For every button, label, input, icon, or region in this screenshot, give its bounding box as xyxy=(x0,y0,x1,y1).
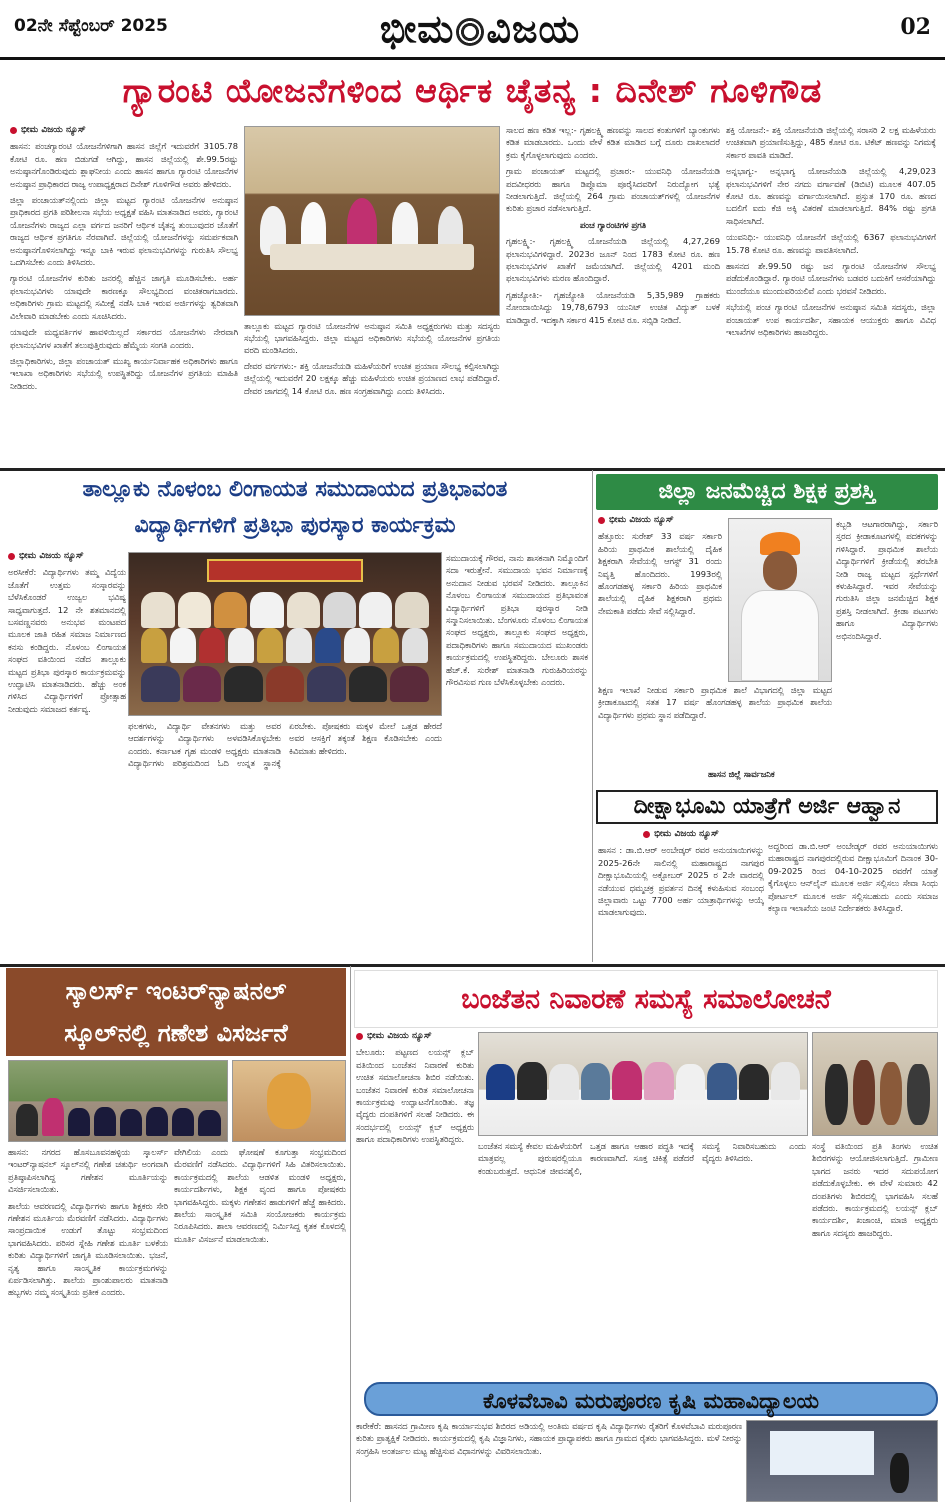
agri-college-photo xyxy=(746,1420,938,1502)
sun-emblem-icon xyxy=(456,18,484,46)
divider xyxy=(0,964,945,967)
teacher-portrait-photo xyxy=(728,518,832,682)
story2-column-3: ಸಮುದಾಯಕ್ಕೆ ಗೌರವ, ನಾನು ಶಾಸಕನಾಗಿ ನಿಮ್ಮೊಂದಿಗೆ ಸದಾ ಇರುತ್ತೇನೆ. ಸಮುದಾಯ ಭವನ ನಿರ್ಮಾಣಕ್ಕೆ ಅನುದಾನ ನೀಡುವ ಭರವಸೆ ನೀಡಿದರು. ತಾಲ್ಲೂಕಿನ ನೊಳಂಬ ಲಿಂಗಾಯತ ಸಮುದಾಯದ ಪ್ರತಿಭಾವಂತ ವಿದ್ಯಾರ್ಥಿಗಳಿಗೆ ಪ್ರತಿಭಾ ಪುರಸ್ಕಾರ ನೀಡಿ ಸನ್ಮಾನಿಸಲಾಯಿತು. ಬೆಂಗಳೂರು ನೊಳಂಬ ಲಿಂಗಾಯತ ಸಂಘದ ಅಧ್ಯಕ್ಷರು, ತಾಲ್ಲೂಕು ಸಂಘದ ಅಧ್ಯಕ್ಷರು, ಪದಾಧಿಕಾರಿಗಳು ಹಾಗೂ ಸಮುದಾಯದ ಮುಖಂಡರು ಕಾರ್ಯಕ್ರಮದಲ್ಲಿ ಉಪಸ್ಥಿತರಿದ್ದರು. ಬೇಲೂರು ಶಾಸಕ ಹೆಚ್.ಕೆ. ಸುರೇಶ್ ಮಾತನಾಡಿ ಗುರುಹಿರಿಯರನ್ನು ಗೌರವಿಸುವ ಗುಣ ಬೆಳೆಸಿಕೊಳ್ಳಬೇಕು ಎಂದರು. xyxy=(446,553,588,688)
story5-column-2: ವೇಗಿಲಿಯ ಎಂದು ಘೋಷಣೆ ಕೂಗುತ್ತಾ ಸಂಭ್ರಮದಿಂದ ಮೆರವಣಿಗೆ ನಡೆಸಿದರು. ವಿದ್ಯಾರ್ಥಿಗಳಿಗೆ ಸಿಹಿ ವಿತರಿಸಲಾಯಿತು. ಕಾರ್ಯಕ್ರಮದಲ್ಲಿ ಶಾಲೆಯ ಆಡಳಿತ ಮಂಡಳಿ ಅಧ್ಯಕ್ಷರು, ಕಾರ್ಯದರ್ಶಿಗಳು, ಶಿಕ್ಷಕ ವೃಂದ ಹಾಗೂ ಪೋಷಕರು ಭಾಗವಹಿಸಿದ್ದರು. ಮಕ್ಕಳು ಗಣೇಶನ ಹಾಡುಗಳಿಗೆ ಹೆಜ್ಜೆ ಹಾಕಿದರು. ಶಾಲೆಯ ಸಾಂಸ್ಕೃತಿಕ ಸಮಿತಿ ಸಂಯೋಜಕರು ಕಾರ್ಯಕ್ರಮ ನಿರೂಪಿಸಿದರು. ಶಾಲಾ ಆವರಣದಲ್ಲಿ ನಿರ್ಮಿಸಿದ್ದ ಕೃತಕ ಕೊಳದಲ್ಲಿ ಮೂರ್ತಿ ವಿಸರ್ಜನೆ ಮಾಡಲಾಯಿತು. xyxy=(174,1147,346,1244)
subheading: ಪಂಚ ಗ್ಯಾರಂಟಿಗಳ ಪ್ರಗತಿ xyxy=(579,219,647,230)
story6-byline: ಭೀಮ ವಿಜಯ ನ್ಯೂಸ್ xyxy=(356,1030,474,1042)
story1-headline: ಗ್ಯಾರಂಟಿ ಯೋಜನೆಗಳಿಂದ ಆರ್ಥಿಕ ಚೈತನ್ಯ : ದಿನೇಶ್ ಗೂಳಿಗೌಡ xyxy=(122,71,823,110)
story1-byline: ಭೀಮ ವಿಜಯ ನ್ಯೂಸ್ xyxy=(10,124,238,136)
byline-bullet-icon xyxy=(356,1033,363,1040)
issue-date: 02ನೇ ಸೆಪ್ಟೆಂಬರ್ 2025 xyxy=(14,16,168,36)
masthead xyxy=(0,0,945,60)
byline-bullet-icon xyxy=(598,517,605,524)
story2-byline: ಭೀಮ ವಿಜಯ ನ್ಯೂಸ್ xyxy=(8,550,126,562)
byline-bullet-icon xyxy=(643,831,650,838)
logo-right: ವಿಜಯ xyxy=(486,7,581,51)
story1-para: ಗ್ಯಾರಂಟಿ ಯೋಜನೆಗಳ ಕುರಿತು ಜನರಲ್ಲಿ ಹೆಚ್ಚಿನ ಜಾಗೃತಿ ಮೂಡಿಸಬೇಕು. ಅರ್ಹ ಫಲಾನುಭವಿಗಳು ಯಾವುದೇ ಕಾರಣಕ್ಕೂ ಸೌಲಭ್ಯದಿಂದ ವಂಚಿತರಾಗಬಾರದು. ಅಧಿಕಾರಿಗಳು ಗ್ರಾಮ ಮಟ್ಟದಲ್ಲಿ ಸಮೀಕ್ಷೆ ನಡೆಸಿ ಬಾಕಿ ಇರುವ ಅರ್ಜಿಗಳನ್ನು ತ್ವರಿತವಾಗಿ ವಿಲೇವಾರಿ ಮಾಡಬೇಕು ಎಂದು ಸೂಚಿಸಿದರು. xyxy=(10,273,238,321)
story6-column-1: ಭೀಮ ವಿಜಯ ನ್ಯೂಸ್ ಬೇಲೂರು: ಪಟ್ಟಣದ ಲಯನ್ಸ್ ಕ್ಲಬ್ ವತಿಯಿಂದ ಬಂಜೆತನ ನಿವಾರಣೆ ಕುರಿತು ಉಚಿತ ಸಮಾಲೋಚನಾ ಶಿಬಿರ ನಡೆಯಿತು. ಬಂಜೆತನ ನಿವಾರಣೆ ಕುರಿತ ಸಮಾಲೋಚನಾ ಕಾರ್ಯಕ್ರಮವು ಉದ್ಘಾಟನೆಗೊಂಡಿತು. ತಜ್ಞ ವೈದ್ಯರು ದಂಪತಿಗಳಿಗೆ ಸಲಹೆ ನೀಡಿದರು. ಈ ಸಂದರ್ಭದಲ್ಲಿ ಲಯನ್ಸ್ ಕ್ಲಬ್ ಅಧ್ಯಕ್ಷರು ಹಾಗೂ ಪದಾಧಿಕಾರಿಗಳು ಉಪಸ್ಥಿತರಿದ್ದರು. xyxy=(356,1031,474,1145)
story2-headline: ತಾಲ್ಲೂಕು ನೊಳಂಬ ಲಿಂಗಾಯತ ಸಮುದಾಯದ ಪ್ರತಿಭಾವಂತ ವಿದ್ಯಾರ್ಥಿಗಳಿಗೆ ಪ್ರತಿಭಾ ಪುರಸ್ಕಾರ ಕಾರ್ಯಕ್ರಮ xyxy=(82,477,508,538)
story4-column-2: ಅದ್ದರಿಂದ ಡಾ.ಬಿ.ಆರ್ ಅಂಬೇಡ್ಕರ್ ರವರ ಅನುಯಾಯಿಗಳು ಮಹಾರಾಷ್ಟ್ರದ ನಾಗಪುರದಲ್ಲಿರುವ ದೀಕ್ಷಾಭೂಮಿಗೆ ದಿನಾಂಕ 30-09-2025 ರಿಂದ 04-10-2025 ರವರೆಗೆ ಯಾತ್ರೆ ಕೈಗೊಳ್ಳಲು ಆನ್‌ಲೈನ್ ಮೂಲಕ ಅರ್ಜಿ ಸಲ್ಲಿಸಲು ಸೇವಾ ಸಿಂಧು ಪೋರ್ಟಲ್ ಮೂಲಕ ಅರ್ಜಿ ಸಲ್ಲಿಸಬಹುದು ಎಂದು ಸಮಾಜ ಕಲ್ಯಾಣ ಇಲಾಖೆಯ ಜಂಟಿ ನಿರ್ದೇಶಕರು ತಿಳಿಸಿದ್ದಾರೆ. xyxy=(768,841,938,914)
story1-para: ಜಿಲ್ಲಾಧಿಕಾರಿಗಳು, ಜಿಲ್ಲಾ ಪಂಚಾಯತ್ ಮುಖ್ಯ ಕಾರ್ಯನಿರ್ವಾಹಕ ಅಧಿಕಾರಿಗಳು ಹಾಗೂ ಇಲಾಖಾ ಅಧಿಕಾರಿಗಳು ಸಭೆಯಲ್ಲಿ ಉಪಸ್ಥಿತರಿದ್ದು ಯೋಜನೆಗಳ ಪ್ರಗತಿಯ ಮಾಹಿತಿ ನೀಡಿದರು. xyxy=(10,355,238,391)
meeting-photo xyxy=(244,126,500,316)
story1-column-3: ಸಾಲದ ಹಣ ಕಡಿತ ಇಲ್ಲ:- ಗೃಹಲಕ್ಷ್ಮಿ ಹಣವನ್ನು ಸಾಲದ ಕಂತುಗಳಿಗೆ ಬ್ಯಾಂಕುಗಳು ಕಡಿತ ಮಾಡಬಾರದು. ಒಂದು ವೇಳೆ ಕಡಿತ ಮಾಡಿದ ಬಗ್ಗೆ ದೂರು ದಾಖಲಾದರೆ ಕ್ರಮ ಕೈಗೊಳ್ಳಲಾಗುವುದು ಎಂದರು. ಗ್ರಾಮ ಪಂಚಾಯತ್ ಮಟ್ಟದಲ್ಲಿ ಪ್ರಚಾರ:- ಯುವನಿಧಿ ಯೋಜನೆಯಡಿ ಪದವೀಧರರು ಹಾಗೂ ಡಿಪ್ಲೊಮಾ ಪೂರೈಸಿದವರಿಗೆ ನಿರುದ್ಯೋಗ ಭತ್ಯೆ ನೀಡಲಾಗುತ್ತಿದೆ. ಜಿಲ್ಲೆಯಲ್ಲಿ 264 ಗ್ರಾಮ ಪಂಚಾಯತ್‌ಗಳಲ್ಲಿ ಯೋಜನೆಗಳ ಕುರಿತು ಪ್ರಚಾರ ನಡೆಸಲಾಗುತ್ತಿದೆ. ಪಂಚ ಗ್ಯಾರಂಟಿಗಳ ಪ್ರಗತಿ ಗೃಹಲಕ್ಷ್ಮಿ:- ಗೃಹಲಕ್ಷ್ಮಿ ಯೋಜನೆಯಡಿ ಜಿಲ್ಲೆಯಲ್ಲಿ 4,27,269 ಫಲಾನುಭವಿಗಳಿದ್ದಾರೆ. 2023ರ ಜೂನ್ ನಿಂದ 1783 ಕೋಟಿ ರೂ. ಹಣ ಫಲಾನುಭವಿಗಳ ಖಾತೆಗೆ ಜಮೆಯಾಗಿದೆ. ಜಿಲ್ಲೆಯಲ್ಲಿ 4201 ಮಂದಿ ಫಲಾನುಭವಿಗಳು ಮರಣ ಹೊಂದಿದ್ದಾರೆ. ಗೃಹಜ್ಯೋತಿ:- ಗೃಹಜ್ಯೋತಿ ಯೋಜನೆಯಡಿ 5,35,989 ಗ್ರಾಹಕರು ನೋಂದಾಯಿಸಿದ್ದು 19,78,6793 ಯುನಿಟ್ ಉಚಿತ ವಿದ್ಯುತ್ ಬಳಕೆ ಮಾಡಿದ್ದಾರೆ. ಇದಕ್ಕಾಗಿ ಸರ್ಕಾರ 415 ಕೋಟಿ ರೂ. ಸಬ್ಸಿಡಿ ನೀಡಿದೆ. xyxy=(506,125,720,325)
story7-body: ಕಾರೇಕೆರೆ: ಹಾಸನದ ಗ್ರಾಮೀಣ ಕೃಷಿ ಕಾರ್ಯಾನುಭವ ಶಿಬಿರದ ಅಡಿಯಲ್ಲಿ ಅಂತಿಮ ವರ್ಷದ ಕೃಷಿ ವಿದ್ಯಾರ್ಥಿಗಳು ರೈತರಿಗೆ ಕೊಳವೆಬಾವಿ ಮರುಪೂರಣ ಕುರಿತು ಪ್ರಾತ್ಯಕ್ಷಿಕೆ ನೀಡಿದರು. ಕಾರ್ಯಕ್ರಮದಲ್ಲಿ ಕೃಷಿ ವಿಜ್ಞಾನಿಗಳು, ಸಹಾಯಕ ಪ್ರಾಧ್ಯಾಪಕರು ಹಾಗೂ ಗ್ರಾಮದ ರೈತರು ಭಾಗವಹಿಸಿದ್ದರು. ಮಳೆ ನೀರನ್ನು ಸಂಗ್ರಹಿಸಿ ಅಂತರ್ಜಲ ಮಟ್ಟ ಹೆಚ್ಚಿಸುವ ವಿಧಾನಗಳನ್ನು ವಿವರಿಸಲಾಯಿತು. xyxy=(356,1421,742,1456)
page-number: 02 xyxy=(900,14,931,40)
school-students-photo xyxy=(8,1060,228,1142)
column-divider xyxy=(350,966,351,1502)
story1-para: ಹಾಸನ: ಪಂಚಗ್ಯಾರಂಟಿ ಯೋಜನೆಗಳಿಗಾಗಿ ಹಾಸನ ಜಿಲ್ಲೆಗೆ ಇದುವರೆಗೆ 3105.78 ಕೋಟಿ ರೂ. ಹಣ ಬಿಡುಗಡೆ ಆಗಿದ್ದು, ಹಾಸನ ಜಿಲ್ಲೆಯಲ್ಲಿ ಶೇ.99.5ರಷ್ಟು ಅನುಷ್ಠಾನಗೊಂಡಿರುವುದು ಶ್ಲಾಘನೀಯ ಎಂದು ಹಾಸನ ಹಾಗೂ ಗ್ಯಾರಂಟಿ ಯೋಜನೆಗಳ ಅನುಷ್ಠಾನ ಪ್ರಾಧಿಕಾರದ ರಾಜ್ಯ ಉಪಾಧ್ಯಕ್ಷರಾದ ದಿನೇಶ್ ಗೂಳಿಗೌಡ ಅವರು ಹೇಳಿದರು. xyxy=(10,141,238,189)
story3-column-2: ಕಬ್ಬಡಿ ಆಟಗಾರರಾಗಿದ್ದು, ಸರ್ಕಾರಿ ಸ್ತರದ ಕ್ರೀಡಾಕೂಟಗಳಲ್ಲಿ ಪದಕಗಳನ್ನು ಗಳಿಸಿದ್ದಾರೆ. ಪ್ರಾಥಮಿಕ ಶಾಲೆಯ ವಿದ್ಯಾರ್ಥಿಗಳಿಗೆ ಕ್ರೀಡೆಯಲ್ಲಿ ತರಬೇತಿ ನೀಡಿ ರಾಜ್ಯ ಮಟ್ಟದ ಸ್ಪರ್ಧೆಗಳಿಗೆ ಕಳುಹಿಸಿದ್ದಾರೆ. ಇವರ ಸೇವೆಯನ್ನು ಗುರುತಿಸಿ ಜಿಲ್ಲಾ ಜನಮೆಚ್ಚಿದ ಶಿಕ್ಷಕ ಪ್ರಶಸ್ತಿ ನೀಡಲಾಗಿದೆ. ಕ್ರೀಡಾ ಪಟುಗಳು ಹಾಗೂ ವಿದ್ಯಾರ್ಥಿಗಳು ಅಭಿನಂದಿಸಿದ್ದಾರೆ. xyxy=(836,519,938,641)
story3-caption: ಶಿಕ್ಷಣ ಇಲಾಖೆ ನೀಡುವ ಸರ್ಕಾರಿ ಪ್ರಾಥಮಿಕ ಶಾಲೆ ವಿಭಾಗದಲ್ಲಿ ಜಿಲ್ಲಾ ಮಟ್ಟದ ಕ್ರೀಡಾಕೂಟದಲ್ಲಿ ಸತತ 17 ವರ್ಷ ಹೊಂಗಡಹಳ್ಳ ಶಾಲೆಯ ಪ್ರಾಥಮಿಕ ಶಾಲೆಯ ವಿದ್ಯಾರ್ಥಿಗಳು ಪ್ರಥಮ ಸ್ಥಾನ ಪಡೆದಿದ್ದಾರೆ. xyxy=(598,685,832,720)
story6-photo-caption: ಬಂಜೆತನ ಸಮಸ್ಯೆ ಕೇವಲ ಮಹಿಳೆಯರಿಗೆ ಮಾತ್ರವಲ್ಲ ಪುರುಷರಲ್ಲಿಯೂ ಕಂಡುಬರುತ್ತದೆ. ಆಧುನಿಕ ಜೀವನಶೈಲಿ, ಒತ್ತಡ ಹಾಗೂ ಆಹಾರ ಪದ್ಧತಿ ಇದಕ್ಕೆ ಕಾರಣವಾಗಿದೆ. ಸೂಕ್ತ ಚಿಕಿತ್ಸೆ ಪಡೆದರೆ ಸಮಸ್ಯೆ ನಿವಾರಿಸಬಹುದು ಎಂದು ವೈದ್ಯರು ತಿಳಿಸಿದರು. xyxy=(478,1141,806,1176)
story3-headline: ಜಿಲ್ಲಾ ಜನಮೆಚ್ಚಿದ ಶಿಕ್ಷಕ ಪ್ರಶಸ್ತಿ xyxy=(596,474,938,510)
lions-members-photo xyxy=(812,1032,938,1136)
story5-headline: ಸ್ಕಾಲರ್ಸ್ ಇಂಟರ್‌ನ್ಯಾಷನಲ್ ಸ್ಕೂಲ್‌ನಲ್ಲಿ ಗಣೇಶ ವಿಸರ್ಜನೆ xyxy=(6,968,346,1056)
story6-headline: ಬಂಜೆತನ ನಿವಾರಣೆ ಸಮಸ್ಯೆ ಸಮಾಲೋಚನೆ xyxy=(354,970,938,1028)
story3-column-1: ಭೀಮ ವಿಜಯ ನ್ಯೂಸ್ ಹೆತ್ತೂರು: ಸುರೇಶ್ 33 ವರ್ಷ ಸರ್ಕಾರಿ ಹಿರಿಯ ಪ್ರಾಥಮಿಕ ಶಾಲೆಯಲ್ಲಿ ದೈಹಿಕ ಶಿಕ್ಷಕರಾಗಿ ಸೇವೆಯಲ್ಲಿ ಆಗಸ್ಟ್ 31 ರಂದು ನಿವೃತ್ತಿ ಹೊಂದಿದರು. 1993ರಲ್ಲಿ ಹೊಂಗಡಹಳ್ಳ ಸರ್ಕಾರಿ ಹಿರಿಯ ಪ್ರಾಥಮಿಕ ಶಾಲೆಯಲ್ಲಿ ದೈಹಿಕ ಶಿಕ್ಷಕರಾಗಿ ಪ್ರಥಮ ನೇಮಕಾತಿ ಪಡೆದು ಸೇವೆ ಸಲ್ಲಿಸಿದ್ದಾರೆ. xyxy=(598,515,722,616)
story2-column-1: ಭೀಮ ವಿಜಯ ನ್ಯೂಸ್ ಅರಸೀಕೆರೆ: ವಿದ್ಯಾರ್ಥಿಗಳು ತಮ್ಮ ವಿದ್ಯೆಯ ಜೊತೆಗೆ ಉತ್ತಮ ಸಂಸ್ಕಾರವನ್ನು ಬೆಳೆಸಿಕೊಂಡರೆ ಉಜ್ವಲ ಭವಿಷ್ಯ ಸಾಧ್ಯವಾಗುತ್ತದೆ. 12 ನೇ ಶತಮಾನದಲ್ಲಿ ಬಸವಣ್ಣನವರು ಅನುಭವ ಮಂಟಪದ ಮೂಲಕ ಜಾತಿ ರಹಿತ ಸಮಾಜ ನಿರ್ಮಾಣದ ಕನಸು ಕಂಡಿದ್ದರು. ನೊಳಂಬ ಲಿಂಗಾಯತ ಸಂಘದ ವತಿಯಿಂದ ನಡೆದ ತಾಲ್ಲೂಕು ಮಟ್ಟದ ಪ್ರತಿಭಾ ಪುರಸ್ಕಾರ ಕಾರ್ಯಕ್ರಮವನ್ನು ಉದ್ಘಾಟಿಸಿ ಮಾತನಾಡಿದರು. ಹೆಚ್ಚು ಅಂಕ ಗಳಿಸಿದ ವಿದ್ಯಾರ್ಥಿಗಳಿಗೆ ಪ್ರೋತ್ಸಾಹ ನೀಡುವುದು ಸಮಾಜದ ಕರ್ತವ್ಯ. xyxy=(8,551,126,714)
story3-sign: ಹಾಸನ ಜಿಲ್ಲೆ ಸಾರ್ವಜನಿಕ xyxy=(708,769,775,779)
story6-column-3: ಸಂಸ್ಥೆ ವತಿಯಿಂದ ಪ್ರತಿ ತಿಂಗಳು ಉಚಿತ ಶಿಬಿರಗಳನ್ನು ಆಯೋಜಿಸಲಾಗುತ್ತಿದೆ. ಗ್ರಾಮೀಣ ಭಾಗದ ಜನರು ಇದರ ಸದುಪಯೋಗ ಪಡೆದುಕೊಳ್ಳಬೇಕು. ಈ ವೇಳೆ ಸುಮಾರು 42 ದಂಪತಿಗಳು ಶಿಬಿರದಲ್ಲಿ ಭಾಗವಹಿಸಿ ಸಲಹೆ ಪಡೆದರು. ಕಾರ್ಯಕ್ರಮದಲ್ಲಿ ಲಯನ್ಸ್ ಕ್ಲಬ್ ಕಾರ್ಯದರ್ಶಿ, ಖಜಾಂಚಿ, ಮಾಜಿ ಅಧ್ಯಕ್ಷರು ಹಾಗೂ ಸದಸ್ಯರು ಹಾಜರಿದ್ದರು. xyxy=(812,1141,938,1238)
divider xyxy=(0,468,945,471)
story4-byline: ಭೀಮ ವಿಜಯ ನ್ಯೂಸ್ xyxy=(598,828,764,840)
story4-headline: ದೀಕ್ಷಾಭೂಮಿ ಯಾತ್ರೆಗೆ ಅರ್ಜಿ ಆಹ್ವಾನ xyxy=(596,790,938,824)
story4-column-1: ಭೀಮ ವಿಜಯ ನ್ಯೂಸ್ ಹಾಸನ : ಡಾ.ಬಿ.ಆರ್ ಅಂಬೇಡ್ಕರ್ ರವರ ಅನುಯಾಯಿಗಳನ್ನು 2025-26ನೇ ಸಾಲಿನಲ್ಲಿ ಮಹಾರಾಷ್ಟ್ರದ ನಾಗಪುರ ದೀಕ್ಷಾಭೂಮಿಯಲ್ಲಿ ಅಕ್ಟೋಬರ್ 2025 ರ 2ನೇ ವಾರದಲ್ಲಿ ನಡೆಯುವ ಧಮ್ಮಚಕ್ರ ಪ್ರವರ್ತನ ದಿನಕ್ಕೆ ಕಳುಹಿಸುವ ಸಂಬಂಧ ಜಿಲ್ಲಾವಾರು ಒಟ್ಟು 7700 ಅರ್ಹ ಯಾತ್ರಾರ್ಥಿಗಳನ್ನು ಆಯ್ಕೆ ಮಾಡಲಾಗುವುದು. xyxy=(598,829,764,918)
story3-byline: ಭೀಮ ವಿಜಯ ನ್ಯೂಸ್ xyxy=(598,514,722,526)
story7-headline: ಕೊಳವೆಬಾವಿ ಮರುಪೂರಣ ಕೃಷಿ ಮಹಾವಿದ್ಯಾಲಯ xyxy=(364,1382,938,1416)
newspaper-logo xyxy=(330,4,630,54)
award-ceremony-photo xyxy=(128,552,442,716)
story2-photo-caption: ಫಲಕಗಳು, ವಿದ್ಯಾರ್ಥಿ ವೇತನಗಳು ಮತ್ತು ಅವರ ಆದರ್ಶಗಳನ್ನು ವಿದ್ಯಾರ್ಥಿಗಳು ಅಳವಡಿಸಿಕೊಳ್ಳಬೇಕು ಎಂದರು. ಕರ್ನಾಟಕ ಗೃಹ ಮಂಡಳಿ ಅಧ್ಯಕ್ಷರು ಮಾತನಾಡಿ ವಿದ್ಯಾರ್ಥಿಗಳು ಪರಿಶ್ರಮದಿಂದ ಓದಿ ಉನ್ನತ ಸ್ಥಾನಕ್ಕೆ ಏರಬೇಕು. ಪೋಷಕರು ಮಕ್ಕಳ ಮೇಲೆ ಒತ್ತಡ ಹೇರದೆ ಅವರ ಆಸಕ್ತಿಗೆ ತಕ್ಕಂತೆ ಶಿಕ್ಷಣ ಕೊಡಿಸಬೇಕು ಎಂದು ಕಿವಿಮಾತು ಹೇಳಿದರು. xyxy=(128,721,442,769)
byline-bullet-icon xyxy=(8,553,15,560)
logo-left: ಭೀಮ xyxy=(379,7,455,51)
ganesha-idol-photo xyxy=(232,1060,346,1142)
story1-column-4: ಶಕ್ತಿ ಯೋಜನೆ:- ಶಕ್ತಿ ಯೋಜನೆಯಡಿ ಜಿಲ್ಲೆಯಲ್ಲಿ ಸರಾಸರಿ 2 ಲಕ್ಷ ಮಹಿಳೆಯರು ಉಚಿತವಾಗಿ ಪ್ರಯಾಣಿಸುತ್ತಿದ್ದು, 485 ಕೋಟಿ ರೂ. ಟಿಕೆಟ್ ಹಣವನ್ನು ನಿಗಮಕ್ಕೆ ಸರ್ಕಾರ ಪಾವತಿ ಮಾಡಿದೆ. ಅನ್ನಭಾಗ್ಯ:- ಅನ್ನಭಾಗ್ಯ ಯೋಜನೆಯಡಿ ಜಿಲ್ಲೆಯಲ್ಲಿ 4,29,023 ಫಲಾನುಭವಿಗಳಿಗೆ ನೇರ ನಗದು ವರ್ಗಾವಣೆ (ಡಿಬಿಟಿ) ಮೂಲಕ 407.05 ಕೋಟಿ ರೂ. ಹಣವನ್ನು ವರ್ಗಾಯಿಸಲಾಗಿದೆ. ಪ್ರಸ್ತುತ 170 ರೂ. ಹಣದ ಬದಲಿಗೆ ಐದು ಕೆಜಿ ಅಕ್ಕಿ ವಿತರಣೆ ಮಾಡಲಾಗುತ್ತಿದೆ. 84% ರಷ್ಟು ಪ್ರಗತಿ ಸಾಧಿಸಲಾಗಿದೆ. ಯುವನಿಧಿ:- ಯುವನಿಧಿ ಯೋಜನೆಗೆ ಜಿಲ್ಲೆಯಲ್ಲಿ 6367 ಫಲಾನುಭವಿಗಳಿಗೆ 15.78 ಕೋಟಿ ರೂ. ಹಣವನ್ನು ಪಾವತಿಸಲಾಗಿದೆ. ಹಾಸನದ ಶೇ.99.50 ರಷ್ಟು ಜನ ಗ್ಯಾರಂಟಿ ಯೋಜನೆಗಳ ಸೌಲಭ್ಯ ಪಡೆದುಕೊಂಡಿದ್ದಾರೆ. ಗ್ಯಾರಂಟಿ ಯೋಜನೆಗಳು ಬಡವರ ಬದುಕಿಗೆ ಆಸರೆಯಾಗಿದ್ದು ಮುಂದೆಯೂ ಮುಂದುವರಿಯಲಿವೆ ಎಂದು ಭರವಸೆ ನೀಡಿದರು. ಸಭೆಯಲ್ಲಿ ಪಂಚ ಗ್ಯಾರಂಟಿ ಯೋಜನೆಗಳ ಅನುಷ್ಠಾನ ಸಮಿತಿ ಸದಸ್ಯರು, ಜಿಲ್ಲಾ ಪಂಚಾಯತ್ ಉಪ ಕಾರ್ಯದರ್ಶಿ, ಸಹಾಯಕ ಆಯುಕ್ತರು ಹಾಗೂ ವಿವಿಧ ಇಲಾಖೆಗಳ ಅಧಿಕಾರಿಗಳು ಹಾಜರಿದ್ದರು. xyxy=(726,125,936,338)
meeting-photo-caption: ತಾಲ್ಲೂಕು ಮಟ್ಟದ ಗ್ಯಾರಂಟಿ ಯೋಜನೆಗಳ ಅನುಷ್ಠಾನ ಸಮಿತಿ ಅಧ್ಯಕ್ಷರುಗಳು ಮತ್ತು ಸದಸ್ಯರು ಸಭೆಯಲ್ಲಿ ಭಾಗವಹಿಸಿದ್ದರು. ಜಿಲ್ಲಾ ಮಟ್ಟದ ಅಧಿಕಾರಿಗಳು ಸಭೆಯಲ್ಲಿ ಯೋಜನೆಗಳ ಪ್ರಗತಿಯ ವರದಿ ಮಂಡಿಸಿದರು. xyxy=(244,321,500,355)
story1-para: ಜಿಲ್ಲಾ ಪಂಚಾಯತ್‌ನಲ್ಲಿಂದು ಜಿಲ್ಲಾ ಮಟ್ಟದ ಗ್ಯಾರಂಟಿ ಯೋಜನೆಗಳ ಅನುಷ್ಠಾನ ಪ್ರಾಧಿಕಾರದ ಪ್ರಗತಿ ಪರಿಶೀಲನಾ ಸಭೆಯ ಅಧ್ಯಕ್ಷತೆ ವಹಿಸಿ ಮಾತನಾಡಿದ ಅವರು, ಗ್ಯಾರಂಟಿ ಯೋಜನೆಗಳು ರಾಜ್ಯದ ಎಲ್ಲಾ ವರ್ಗದ ಜನರಿಗೆ ಆರ್ಥಿಕ ಚೈತನ್ಯ ತುಂಬುವುದರ ಜೊತೆಗೆ ರಾಜ್ಯದ ಆರ್ಥಿಕ ಪ್ರಗತಿಗೂ ನೆರವಾಗಿವೆ. ಜಿಲ್ಲೆಯಲ್ಲಿ ಯೋಜನೆಗಳನ್ನು ಸಮರ್ಪಕವಾಗಿ ಅನುಷ್ಠಾನಗೊಳಿಸಲಾಗಿದ್ದು ಇನ್ನೂ ಬಾಕಿ ಇರುವ ಫಲಾನುಭವಿಗಳನ್ನು ಗುರುತಿಸಿ ಸೌಲಭ್ಯ ಒದಗಿಸಬೇಕು ಎಂದು ತಿಳಿಸಿದರು. xyxy=(10,195,238,268)
column-divider xyxy=(592,470,593,962)
story1-column-1 xyxy=(10,124,238,466)
story5-column-1: ಹಾಸನ: ನಗರದ ಹೊಸಬೂವನಹಳ್ಳಿಯ ಸ್ಕಾಲರ್ಸ್ ಇಂಟರ್‌ನ್ಯಾಷನಲ್ ಸ್ಕೂಲ್‌ನಲ್ಲಿ ಗಣೇಶ ಚತುರ್ಥಿ ಅಂಗವಾಗಿ ಪ್ರತಿಷ್ಠಾಪಿಸಲಾಗಿದ್ದ ಗಣೇಶನ ಮೂರ್ತಿಯನ್ನು ವಿಸರ್ಜಿಸಲಾಯಿತು. ಶಾಲೆಯ ಆವರಣದಲ್ಲಿ ವಿದ್ಯಾರ್ಥಿಗಳು ಹಾಗೂ ಶಿಕ್ಷಕರು ಸೇರಿ ಗಣೇಶನ ಮೂರ್ತಿಯ ಮೆರವಣಿಗೆ ನಡೆಸಿದರು. ವಿದ್ಯಾರ್ಥಿಗಳು ಸಾಂಪ್ರದಾಯಿಕ ಉಡುಗೆ ತೊಟ್ಟು ಸಂಭ್ರಮದಿಂದ ಭಾಗವಹಿಸಿದರು. ಪರಿಸರ ಸ್ನೇಹಿ ಗಣೇಶ ಮೂರ್ತಿ ಬಳಕೆಯ ಕುರಿತು ವಿದ್ಯಾರ್ಥಿಗಳಿಗೆ ಜಾಗೃತಿ ಮೂಡಿಸಲಾಯಿತು. ಭಜನೆ, ನೃತ್ಯ ಹಾಗೂ ಸಾಂಸ್ಕೃತಿಕ ಕಾರ್ಯಕ್ರಮಗಳನ್ನು ಏರ್ಪಡಿಸಲಾಗಿತ್ತು. ಶಾಲೆಯ ಪ್ರಾಂಶುಪಾಲರು ಮಾತನಾಡಿ ಹಬ್ಬಗಳು ನಮ್ಮ ಸಂಸ್ಕೃತಿಯ ಪ್ರತೀಕ ಎಂದರು. xyxy=(8,1147,168,1298)
story1-column-2: ದೇವರ ವರ್ಗಗಳು:- ಶಕ್ತಿ ಯೋಜನೆಯಡಿ ಮಹಿಳೆಯರಿಗೆ ಉಚಿತ ಪ್ರಯಾಣ ಸೌಲಭ್ಯ ಕಲ್ಪಿಸಲಾಗಿದ್ದು ಜಿಲ್ಲೆಯಲ್ಲಿ ಇದುವರೆಗೆ 20 ಲಕ್ಷಕ್ಕೂ ಹೆಚ್ಚು ಮಹಿಳೆಯರು ಉಚಿತ ಪ್ರಯಾಣದ ಲಾಭ ಪಡೆದಿದ್ದಾರೆ. ದೇವರ ಜಾಗದಲ್ಲಿ 14 ಕೋಟಿ ರೂ. ಹಣ ಸಂಗ್ರಹವಾಗಿದ್ದು ಎಂದು ತಿಳಿಸಿದರು. xyxy=(244,361,500,396)
byline-bullet-icon xyxy=(10,127,17,134)
story1-para: ಯಾವುದೇ ಮಧ್ಯವರ್ತಿಗಳ ಹಾವಳಿಯಿಲ್ಲದೆ ಸರ್ಕಾರದ ಯೋಜನೆಗಳು ನೇರವಾಗಿ ಫಲಾನುಭವಿಗಳ ಖಾತೆಗೆ ತಲುಪುತ್ತಿರುವುದು ಹೆಮ್ಮೆಯ ಸಂಗತಿ ಎಂದರು. xyxy=(10,327,238,350)
lions-club-photo xyxy=(478,1032,808,1136)
story6-column-1b xyxy=(356,1236,474,1376)
